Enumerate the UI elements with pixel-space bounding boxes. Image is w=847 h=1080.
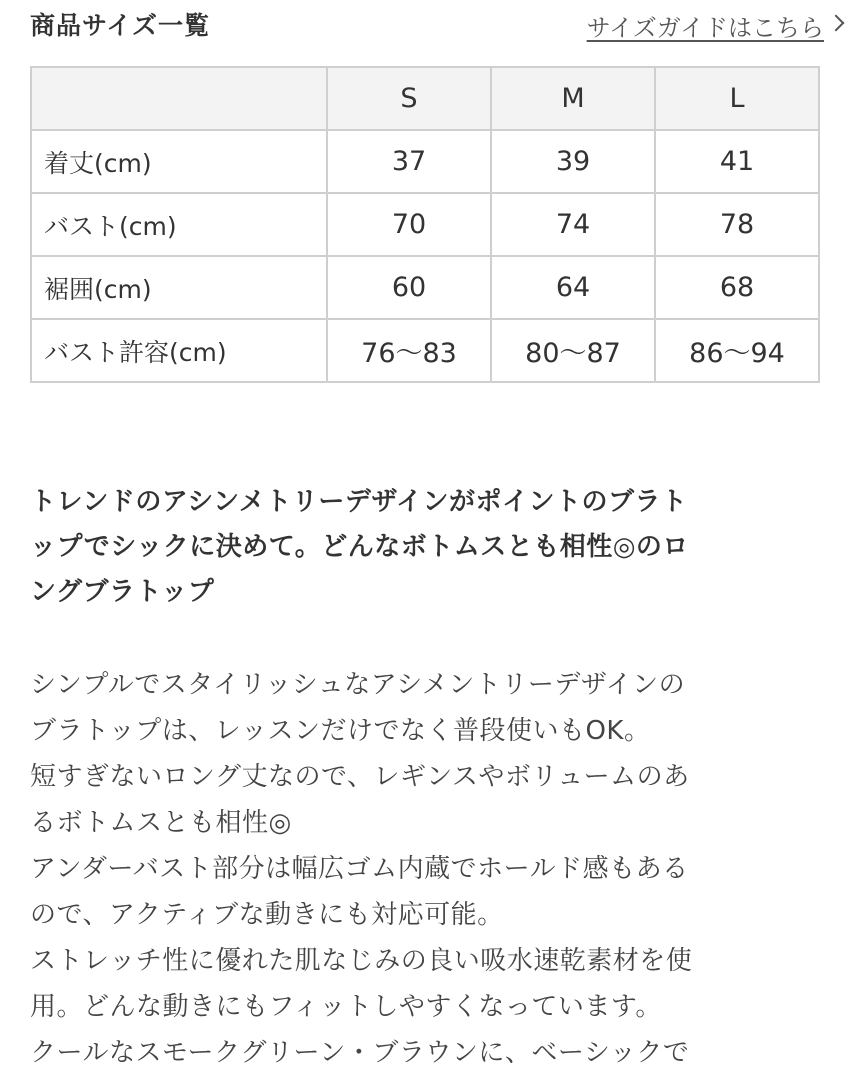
- table-cell: 41: [655, 130, 819, 193]
- size-guide-link[interactable]: サイズガイドはこちら: [586, 14, 824, 42]
- description-line: 用。どんな動きにもフィットしやすくなっています。: [30, 992, 662, 1022]
- lead-line: ングブラトップ: [30, 577, 215, 607]
- description-line: アンダーバスト部分は幅広ゴム内蔵でホールド感もある: [30, 854, 689, 884]
- chevron-right-icon: [828, 15, 845, 32]
- description-line: ので、アクティブな動きにも対応可能。: [30, 900, 504, 930]
- table-cell: 60: [327, 256, 491, 319]
- description-line: るボトムスとも相性◎: [30, 808, 292, 838]
- table-corner-cell: [31, 67, 327, 130]
- size-header: [30, 2, 830, 46]
- product-lead-text: [30, 480, 820, 615]
- description-line: クールなスモークグリーン・ブラウンに、ベーシックで: [30, 1038, 690, 1068]
- table-cell: 74: [491, 193, 655, 256]
- table-cell: 64: [491, 256, 655, 319]
- column-header-m: M: [491, 67, 655, 130]
- description-line: ストレッチ性に優れた肌なじみの良い吸水速乾素材を使: [30, 946, 693, 976]
- table-cell: 37: [327, 130, 491, 193]
- row-label: 裾囲(cm): [31, 256, 327, 319]
- table-cell: 86〜94: [655, 319, 819, 382]
- table-row: [31, 256, 819, 319]
- table-row: [31, 130, 819, 193]
- lead-line: ップでシックに決めて。どんなボトムスとも相性◎のロ: [30, 532, 689, 562]
- row-label: バスト(cm): [31, 193, 327, 256]
- table-row: [31, 319, 819, 382]
- page-title: 商品サイズ一覧: [30, 11, 211, 40]
- table-cell: 76〜83: [327, 319, 491, 382]
- table-row: [31, 193, 819, 256]
- description-line: ブラトップは、レッスンだけでなく普段使いもOK。: [30, 716, 651, 746]
- row-label: 着丈(cm): [31, 130, 327, 193]
- column-header-s: S: [327, 67, 491, 130]
- table-cell: 78: [655, 193, 819, 256]
- row-label: バスト許容(cm): [31, 319, 327, 382]
- lead-line: トレンドのアシンメトリーデザインがポイントのブラト: [30, 487, 688, 517]
- product-description: [30, 662, 820, 1076]
- table-cell: 80〜87: [491, 319, 655, 382]
- description-line: シンプルでスタイリッシュなアシメントリーデザインの: [30, 670, 686, 700]
- table-cell: 68: [655, 256, 819, 319]
- description-line: 短すぎないロング丈なので、レギンスやボリュームのあ: [30, 762, 690, 792]
- size-table: [30, 66, 820, 383]
- table-header-row: [31, 67, 819, 130]
- table-cell: 39: [491, 130, 655, 193]
- table-cell: 70: [327, 193, 491, 256]
- column-header-l: L: [655, 67, 819, 130]
